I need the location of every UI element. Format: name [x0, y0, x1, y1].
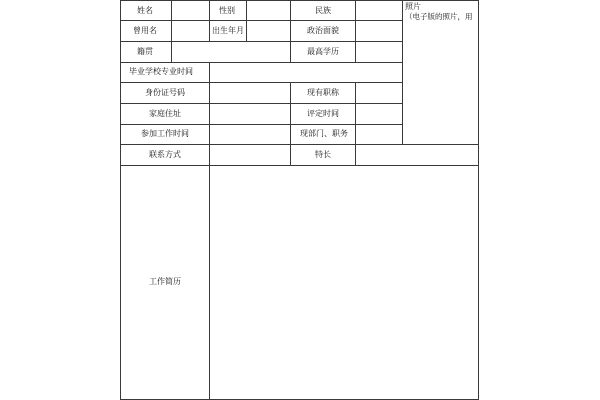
gender-field[interactable]	[247, 1, 290, 20]
current-department-label: 现部门、职务	[300, 129, 348, 138]
birth-date-field[interactable]	[247, 21, 290, 41]
political-status-field[interactable]	[356, 21, 402, 41]
former-name-field[interactable]	[172, 21, 209, 41]
political-status-label: 政治面貌	[307, 26, 339, 35]
home-address-field[interactable]	[210, 104, 290, 124]
native-place-field[interactable]	[172, 42, 290, 62]
work-history-field[interactable]	[210, 166, 478, 399]
rule-left	[120, 0, 121, 400]
evaluation-time-field[interactable]	[356, 104, 402, 124]
evaluation-time-label: 评定时间	[307, 109, 339, 118]
current-title-label: 现有职称	[307, 88, 339, 97]
work-history-label: 工作简历	[149, 277, 181, 286]
id-number-field[interactable]	[210, 83, 290, 103]
contact-field[interactable]	[210, 145, 290, 165]
name-label: 姓名	[137, 6, 153, 15]
ethnicity-label: 民族	[315, 6, 331, 15]
graduate-school-major-field[interactable]	[210, 63, 402, 82]
rule-col-d-mid	[290, 82, 291, 165]
work-start-time-field[interactable]	[210, 125, 290, 144]
gender-label: 性别	[219, 6, 235, 15]
highest-education-label: 最高学历	[307, 47, 339, 56]
current-department-field[interactable]	[356, 125, 402, 144]
home-address-label: 家庭住址	[149, 109, 181, 118]
birth-date-label: 出生年月	[212, 26, 244, 35]
current-title-field[interactable]	[356, 83, 402, 103]
contact-label: 联系方式	[149, 150, 181, 159]
id-number-label: 身份证号码	[145, 88, 185, 97]
work-start-time-label: 参加工作时间	[141, 129, 189, 138]
rule-col-b	[209, 0, 210, 41]
photo-note: （电子版的照片，用	[405, 12, 473, 21]
name-field[interactable]	[172, 1, 209, 20]
photo-title: 照片	[405, 2, 421, 11]
rule-right	[478, 0, 479, 400]
photo-box[interactable]	[403, 1, 478, 144]
ethnicity-field[interactable]	[356, 1, 402, 20]
native-place-label: 籍贯	[137, 47, 153, 56]
rule-col-d	[290, 0, 291, 62]
graduate-school-major-label: 毕业学校专业时间	[129, 67, 193, 76]
specialty-field[interactable]	[356, 145, 478, 165]
specialty-label: 特长	[315, 150, 331, 159]
former-name-label: 曾用名	[133, 26, 157, 35]
highest-education-field[interactable]	[356, 42, 402, 62]
